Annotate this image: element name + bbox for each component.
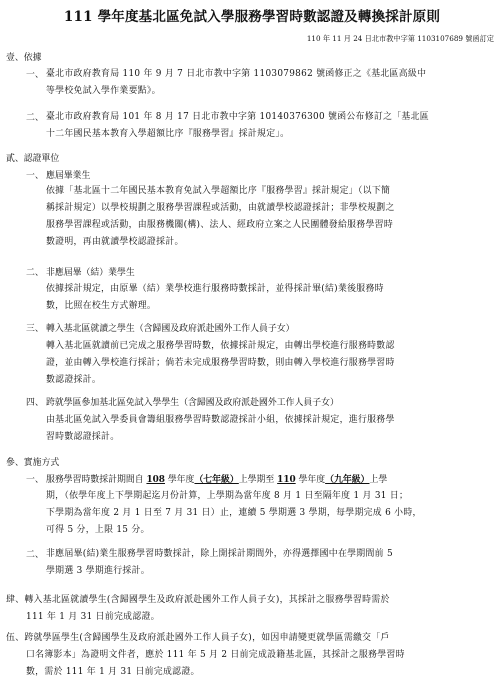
text-run: 學年度 (298, 475, 326, 485)
text-line: 數，需於 111 年 1 月 31 日前完成認證。 (26, 667, 200, 677)
section-2-item-2-number: 二、 (26, 268, 44, 278)
text-line: 數證明，再由就讀學校認證採計。 (46, 237, 184, 247)
revision-note: 110 年 11 月 24 日北市教中字第 1103107689 號函訂定 (306, 34, 494, 43)
text-line: 下學期為當年度 2 月 1 日至 7 月 31 日）止，連續 5 學期選 3 學期，每學期完成 6 小時， (46, 508, 422, 518)
text-line: 數認證採計。 (46, 375, 102, 385)
section-2-heading: 貳、認證單位 (6, 154, 60, 164)
text-line: 依據採計規定，由原畢（結）業學校進行服務時數採計，並得採計畢(結)業後服務時 (46, 284, 384, 294)
text-line: 由基北區免試入學委員會籌組服務學習時數認證採計小組，依據採計規定，進行服務學 (46, 415, 395, 425)
section-2-item-2-heading: 非應屆畢（結）業學生 (46, 268, 135, 278)
text-line: 口名簿影本」為證明文件者，應於 111 年 5 月 2 日前完成設籍基北區，其採計之服務學習時 (26, 650, 405, 660)
text-line: 肆、轉入基北區就讀學生(含歸國學生及政府派赴國外工作人員子女)，其採計之服務學習時需於 (6, 595, 390, 605)
text-line: 期，（依學年度上下學期起迄月份計算，上學期為當年度 8 月 1 日至隔年度 1 月 31 日； (46, 491, 409, 501)
start-grade: （七年級） (194, 475, 239, 485)
text-line: 依據「基北區十二年國民基本教育免試入學超額比序『服務學習』採計規定」（以下簡 (46, 186, 391, 196)
section-3-item-1-first-line (46, 474, 387, 486)
section-3-item-1-number: 一、 (26, 475, 44, 485)
text-line: 學期選 3 學期進行採計。 (46, 566, 150, 576)
section-1-item-2-number: 二、 (26, 113, 44, 123)
text-line: 臺北市政府教育局 110 年 9 月 7 日北市教中字第 1103079862 號函修正之《基北區高級中 (46, 69, 427, 79)
text-line: 證，並由轉入學校進行採計；倘若未完成服務學習時數，則由轉入學校進行服務學習時 (46, 358, 395, 368)
end-year: 110 (277, 475, 296, 485)
section-2-item-3-text (46, 338, 498, 389)
text-line: 111 年 1 月 31 日前完成認證。 (26, 612, 160, 622)
text-run: 學年度 (167, 475, 195, 485)
section-2-item-4-number: 四、 (26, 398, 44, 408)
end-grade: （九年級） (325, 475, 370, 485)
section-2-item-2-text (46, 281, 498, 315)
section-2-item-4-text (46, 412, 498, 446)
section-2-item-3-number: 三、 (26, 324, 44, 334)
section-2-item-3-heading: 轉入基北區就讀之學生（含歸國及政府派赴國外工作人員子女） (46, 324, 295, 334)
text-line: 數，比照在校生方式辦理。 (46, 301, 157, 311)
section-3-item-1-text (46, 488, 498, 539)
section-2-item-4-heading: 跨就學區參加基北區免試入學學生（含歸國及政府派赴國外工作人員子女） (46, 398, 339, 408)
text-run: 服務學習時數採計期間自 (46, 475, 144, 485)
text-line: 十二年國民基本教育入學超額比序『服務學習』採計規定」。 (46, 129, 290, 139)
text-line: 稱採計規定）以學校規劃之服務學習課程或活動，由就讀學校認證採計；非學校規劃之 (46, 203, 395, 213)
section-1-item-1-number: 一、 (26, 70, 44, 80)
text-line: 非應屆畢(結)業生服務學習時數採計，除上開採計期間外，亦得選擇國中在學期間前 5 (46, 549, 393, 559)
text-run: 上學期至 (238, 475, 275, 485)
text-run: 上學 (369, 475, 388, 485)
section-3-item-2-number: 二、 (26, 550, 44, 560)
section-3-heading: 參、實施方式 (6, 458, 60, 468)
text-line: 可得 5 分，上限 15 分。 (46, 525, 150, 535)
text-line: 轉入基北區就讀前已完成之服務學習時數，依據採計規定，由轉出學校進行服務時數認 (46, 341, 395, 351)
section-1-heading: 壹、依據 (6, 53, 42, 63)
section-3-item-2-text (46, 546, 498, 580)
document-title: 111 學年度基北區免試入學服務學習時數認證及轉換採計原則 (63, 9, 441, 25)
section-1-item-2-text (46, 109, 498, 143)
section-5-text (6, 630, 498, 681)
start-year: 108 (146, 475, 165, 485)
section-4-text (6, 592, 498, 626)
text-line: 習時數認證採計。 (46, 432, 120, 442)
text-line: 等學校免試入學作業要點》。 (46, 86, 161, 96)
text-line: 臺北市政府教育局 101 年 8 月 17 日北市教中字第 10140376300 號函公布修訂之「基北區 (46, 112, 429, 122)
section-2-item-1-text (46, 183, 498, 251)
text-line: 伍、跨就學區學生(含歸國學生及政府派赴國外工作人員子女)，如因申請變更就學區需繳交「戶 (6, 633, 390, 643)
section-2-item-1-heading: 應屆畢業生 (46, 171, 91, 181)
section-1-item-1-text (46, 66, 498, 100)
section-2-item-1-number: 一、 (26, 171, 44, 181)
text-line: 服務學習課程或活動，由服務機關(構)、法人、經政府立案之人民團體發給服務學習時 (46, 220, 393, 230)
